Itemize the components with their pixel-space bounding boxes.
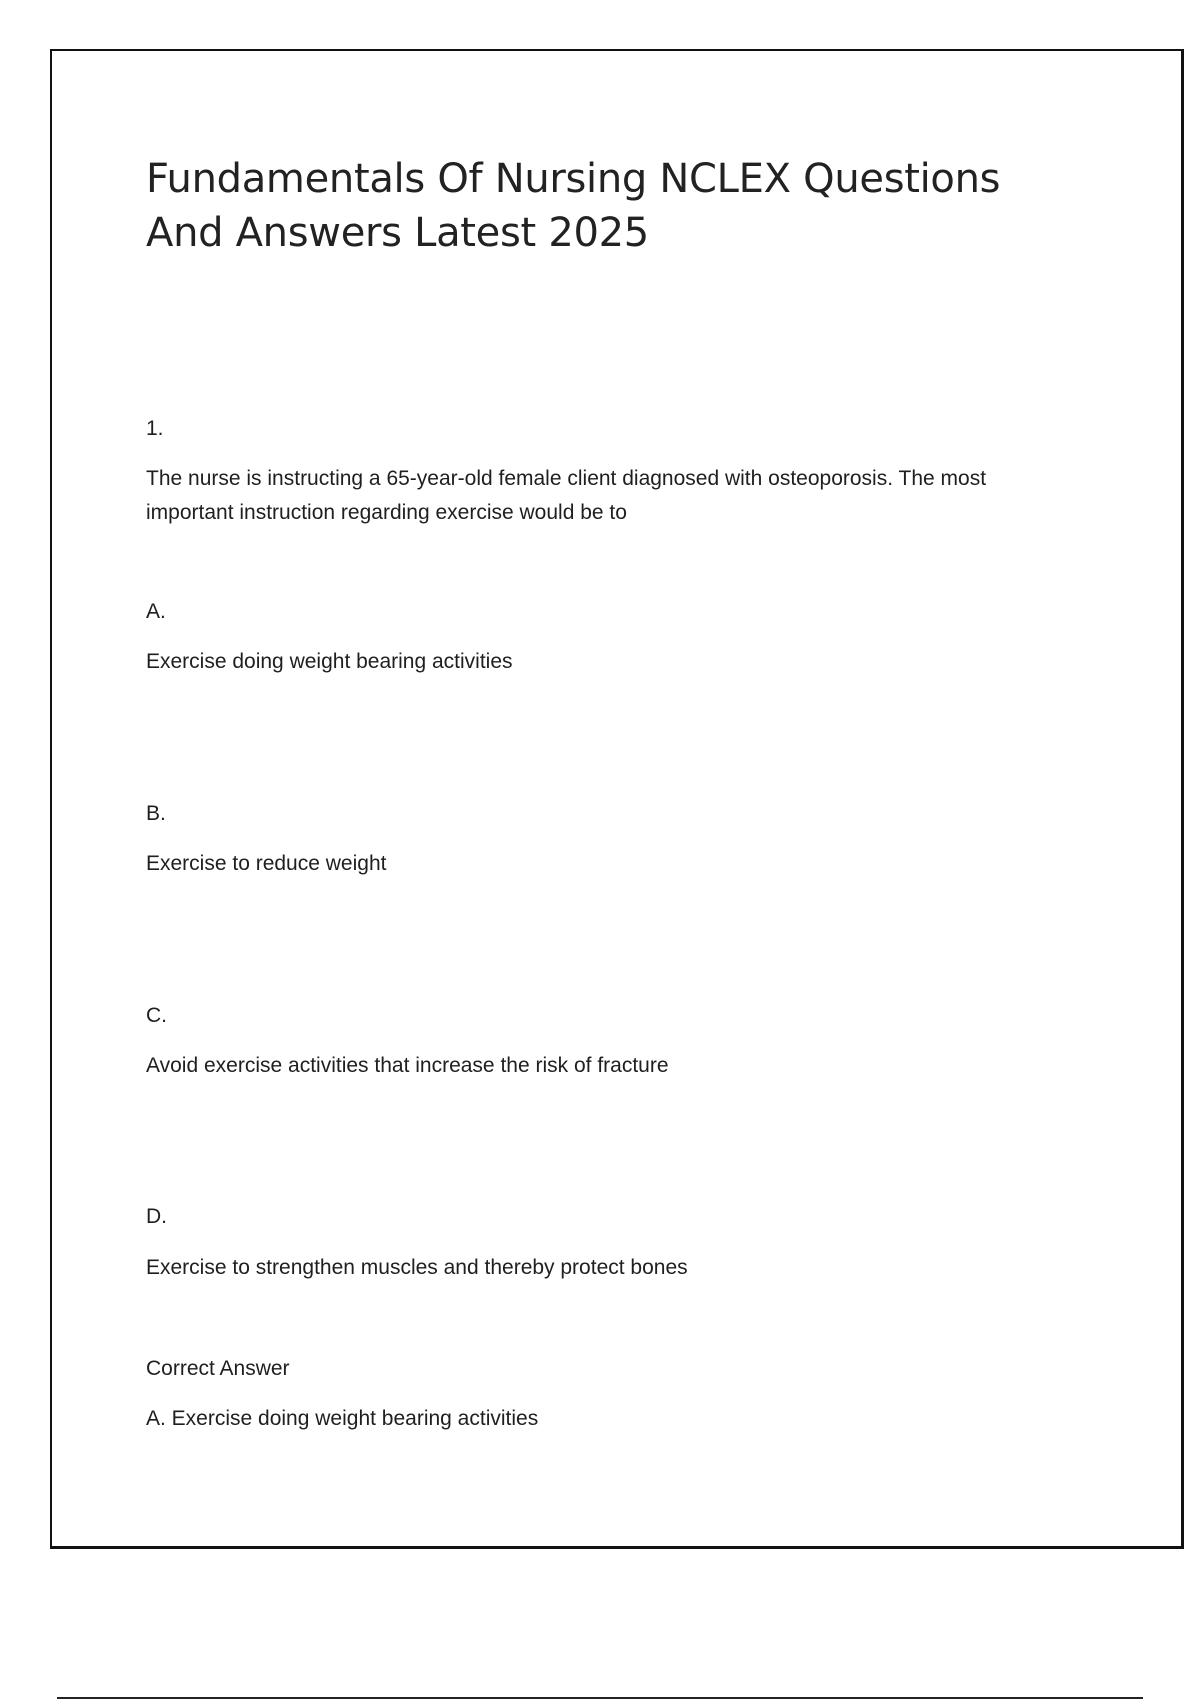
bottom-divider: [57, 1697, 1143, 1699]
correct-answer-label: Correct Answer: [146, 1357, 290, 1380]
page-frame: [50, 49, 1184, 1549]
option-a-text: Exercise doing weight bearing activities: [146, 650, 513, 673]
option-c-text: Avoid exercise activities that increase the risk of fracture: [146, 1054, 669, 1077]
option-b-text: Exercise to reduce weight: [146, 852, 387, 875]
option-d-letter: D.: [146, 1205, 167, 1228]
option-b-letter: B.: [146, 802, 166, 825]
option-d-text: Exercise to strengthen muscles and thereby protect bones: [146, 1256, 688, 1279]
question-number: 1.: [146, 417, 164, 440]
correct-answer-value: A. Exercise doing weight bearing activities: [146, 1407, 539, 1430]
question-stem: The nurse is instructing a 65-year-old female client diagnosed with osteoporosis. The most important instruction regarding exercise would be to: [146, 467, 987, 524]
page-title: Fundamentals Of Nursing NCLEX Questions And Answers Latest 2025: [146, 156, 1001, 256]
option-c-letter: C.: [146, 1004, 167, 1027]
option-a-letter: A.: [146, 600, 166, 623]
